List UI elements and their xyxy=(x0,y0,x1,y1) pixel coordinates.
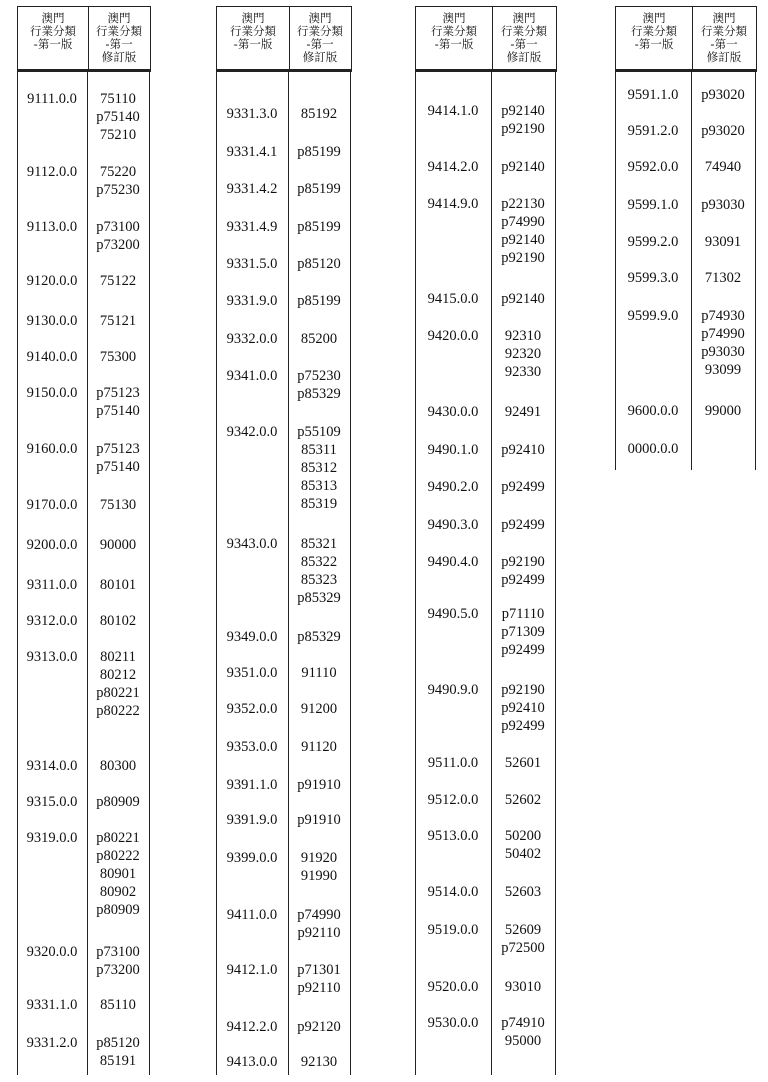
column-rule xyxy=(755,72,756,470)
macau-rev1-codes xyxy=(288,700,350,718)
revised-code: 50402 xyxy=(504,846,542,862)
macau-v1-code: 9414.9.0 xyxy=(427,196,479,212)
macau-v1-code: 9599.1.0 xyxy=(627,197,679,213)
macau-rev1-codes xyxy=(288,961,350,997)
macau-v1-code: 9513.0.0 xyxy=(427,828,479,844)
revised-code: p85120 xyxy=(96,1035,140,1051)
macau-v1-code: 9343.0.0 xyxy=(226,536,278,552)
macau-rev1-codes xyxy=(491,1014,555,1050)
macau-rev1-codes xyxy=(491,791,555,809)
macau-rev1-codes xyxy=(87,829,149,919)
revised-code: 85312 xyxy=(300,460,338,476)
revised-code: 93099 xyxy=(704,362,742,378)
revised-code: p85199 xyxy=(297,181,341,197)
revised-code: 75300 xyxy=(99,349,137,365)
revised-code: 75130 xyxy=(99,497,137,513)
macau-v1-code: 9353.0.0 xyxy=(226,739,278,755)
macau-v1-code: 9314.0.0 xyxy=(26,758,78,774)
revised-code: p80221 xyxy=(96,685,140,701)
macau-rev1-codes xyxy=(491,290,555,308)
revised-code: p55109 xyxy=(297,424,341,440)
revised-code: 85110 xyxy=(100,997,136,1013)
revised-code: p75123 xyxy=(96,385,140,401)
macau-v1-code: 9331.1.0 xyxy=(26,997,78,1013)
macau-rev1-codes xyxy=(691,402,755,420)
macau-v1-code: 9430.0.0 xyxy=(427,404,479,420)
macau-v1-code: 9420.0.0 xyxy=(427,328,479,344)
macau-rev1-codes xyxy=(288,776,350,794)
revised-code: p92190 xyxy=(501,682,545,698)
macau-v1-code: 9490.4.0 xyxy=(427,554,479,570)
macau-v1-code: 9120.0.0 xyxy=(26,273,78,289)
revised-code: p85329 xyxy=(297,386,341,402)
header-macau-classification-v1: 澳門 行業分類 -第一版 xyxy=(431,11,477,51)
macau-v1-code: 9411.0.0 xyxy=(226,907,278,923)
macau-rev1-codes xyxy=(491,102,555,138)
macau-rev1-codes xyxy=(288,906,350,942)
revised-code: 85322 xyxy=(300,554,338,570)
macau-v1-code: 9331.4.1 xyxy=(226,144,278,160)
macau-rev1-codes xyxy=(87,648,149,720)
macau-rev1-codes xyxy=(491,327,555,381)
macau-v1-code: 9331.5.0 xyxy=(226,256,278,272)
macau-v1-code: 9352.0.0 xyxy=(226,701,278,717)
macau-rev1-codes xyxy=(691,233,755,251)
revised-code: p73200 xyxy=(96,237,140,253)
revised-code: p85199 xyxy=(297,219,341,235)
revised-code: p91910 xyxy=(297,812,341,828)
macau-v1-code: 9599.9.0 xyxy=(627,308,679,324)
revised-code: p85199 xyxy=(297,144,341,160)
header-macau-classification-v1-rev1: 澳門 行業分類 -第一 修訂版 xyxy=(701,11,747,64)
macau-rev1-codes xyxy=(288,255,350,273)
macau-v1-code: 9349.0.0 xyxy=(226,629,278,645)
macau-v1-code: 9111.0.0 xyxy=(27,91,77,107)
revised-code: 93091 xyxy=(704,234,742,250)
macau-rev1-codes xyxy=(288,664,350,682)
macau-v1-code: 9599.3.0 xyxy=(627,270,679,286)
revised-code: p71309 xyxy=(501,624,545,640)
revised-code: p73200 xyxy=(96,962,140,978)
macau-v1-code: 9331.4.9 xyxy=(226,219,278,235)
macau-rev1-codes xyxy=(691,196,755,214)
revised-code: p73100 xyxy=(96,219,140,235)
revised-code: p91910 xyxy=(297,777,341,793)
revised-code: 92491 xyxy=(504,404,542,420)
revised-code: p92410 xyxy=(501,700,545,716)
revised-code: p74990 xyxy=(501,214,545,230)
macau-v1-code: 9413.0.0 xyxy=(226,1054,278,1070)
macau-rev1-codes xyxy=(87,576,149,594)
revised-code: p80222 xyxy=(96,703,140,719)
revised-code: p92499 xyxy=(501,642,545,658)
revised-code: p92190 xyxy=(501,250,545,266)
revised-code: 80101 xyxy=(99,577,137,593)
macau-rev1-codes xyxy=(87,163,149,199)
macau-v1-code: 9331.9.0 xyxy=(226,293,278,309)
macau-v1-code: 9140.0.0 xyxy=(26,349,78,365)
macau-rev1-codes xyxy=(491,195,555,267)
revised-code: 91110 xyxy=(301,665,337,681)
revised-code: 91120 xyxy=(301,739,337,755)
macau-rev1-codes xyxy=(288,218,350,236)
revised-code: p92499 xyxy=(501,517,545,533)
macau-v1-code: 9200.0.0 xyxy=(26,537,78,553)
revised-code: 91920 xyxy=(300,850,338,866)
macau-v1-code: 9490.9.0 xyxy=(427,682,479,698)
revised-code: 85321 xyxy=(300,536,338,552)
revised-code: p75230 xyxy=(96,182,140,198)
macau-rev1-codes xyxy=(288,105,350,123)
macau-v1-code: 9412.2.0 xyxy=(226,1019,278,1035)
revised-code: 52602 xyxy=(504,792,542,808)
revised-code: 85192 xyxy=(300,106,338,122)
macau-v1-code: 9490.5.0 xyxy=(427,606,479,622)
macau-v1-code: 9490.3.0 xyxy=(427,517,479,533)
macau-v1-code: 9313.0.0 xyxy=(26,649,78,665)
macau-rev1-codes xyxy=(491,754,555,772)
revised-code: p74930 xyxy=(701,308,745,324)
macau-v1-code: 9130.0.0 xyxy=(26,313,78,329)
revised-code: p80909 xyxy=(96,794,140,810)
header-macau-classification-v1-rev1: 澳門 行業分類 -第一 修訂版 xyxy=(501,11,547,64)
revised-code: p72500 xyxy=(501,940,545,956)
macau-rev1-codes xyxy=(491,827,555,863)
macau-rev1-codes xyxy=(288,143,350,161)
revised-code: p85329 xyxy=(297,590,341,606)
revised-code: 80901 xyxy=(99,866,137,882)
macau-v1-code: 9490.1.0 xyxy=(427,442,479,458)
revised-code: p75140 xyxy=(96,459,140,475)
revised-code: 80212 xyxy=(99,667,137,683)
revised-code: p92499 xyxy=(501,572,545,588)
revised-code: p80909 xyxy=(96,902,140,918)
macau-v1-code: 0000.0.0 xyxy=(627,441,679,457)
macau-rev1-codes xyxy=(288,738,350,756)
table-header xyxy=(615,6,757,72)
header-macau-classification-v1: 澳門 行業分類 -第一版 xyxy=(631,11,677,51)
macau-rev1-codes xyxy=(87,348,149,366)
revised-code: p93020 xyxy=(701,87,745,103)
revised-code: p93020 xyxy=(701,123,745,139)
macau-rev1-codes xyxy=(491,478,555,496)
revised-code: 91990 xyxy=(300,868,338,884)
revised-code: p92190 xyxy=(501,554,545,570)
macau-rev1-codes xyxy=(87,612,149,630)
revised-code: 52609 xyxy=(504,922,542,938)
revised-code: 75110 xyxy=(100,91,136,107)
macau-v1-code: 9530.0.0 xyxy=(427,1015,479,1031)
macau-v1-code: 9512.0.0 xyxy=(427,792,479,808)
macau-rev1-codes xyxy=(491,978,555,996)
macau-rev1-codes xyxy=(691,158,755,176)
revised-code: 85200 xyxy=(300,331,338,347)
macau-v1-code: 9520.0.0 xyxy=(427,979,479,995)
macau-v1-code: 9414.2.0 xyxy=(427,159,479,175)
macau-v1-code: 9514.0.0 xyxy=(427,884,479,900)
revised-code: 80300 xyxy=(99,758,137,774)
header-macau-classification-v1: 澳門 行業分類 -第一版 xyxy=(230,11,276,51)
macau-rev1-codes xyxy=(87,1034,149,1070)
macau-v1-code: 9591.1.0 xyxy=(627,87,679,103)
revised-code: 92130 xyxy=(300,1054,338,1070)
macau-rev1-codes xyxy=(288,1018,350,1036)
revised-code: 80902 xyxy=(99,884,137,900)
macau-v1-code: 9592.0.0 xyxy=(627,159,679,175)
macau-v1-code: 9319.0.0 xyxy=(26,830,78,846)
macau-v1-code: 9399.0.0 xyxy=(226,850,278,866)
macau-v1-code: 9341.0.0 xyxy=(226,368,278,384)
revised-code: 85313 xyxy=(300,478,338,494)
revised-code: p92140 xyxy=(501,103,545,119)
macau-rev1-codes xyxy=(491,883,555,901)
macau-v1-code: 9315.0.0 xyxy=(26,794,78,810)
macau-rev1-codes xyxy=(87,440,149,476)
macau-v1-code: 9511.0.0 xyxy=(427,755,479,771)
macau-rev1-codes xyxy=(288,849,350,885)
macau-rev1-codes xyxy=(87,943,149,979)
revised-code: p75140 xyxy=(96,403,140,419)
table-header xyxy=(415,6,557,72)
macau-v1-code: 9414.1.0 xyxy=(427,103,479,119)
table-header xyxy=(17,6,151,72)
macau-rev1-codes xyxy=(288,628,350,646)
revised-code: p74990 xyxy=(701,326,745,342)
revised-code: 92310 xyxy=(504,328,542,344)
revised-code: p75140 xyxy=(96,109,140,125)
macau-v1-code: 9170.0.0 xyxy=(26,497,78,513)
macau-v1-code: 9599.2.0 xyxy=(627,234,679,250)
macau-rev1-codes xyxy=(491,605,555,659)
revised-code: 80102 xyxy=(99,613,137,629)
revised-code: p92140 xyxy=(501,291,545,307)
revised-code: p73100 xyxy=(96,944,140,960)
macau-rev1-codes xyxy=(288,292,350,310)
macau-rev1-codes xyxy=(87,312,149,330)
macau-v1-code: 9160.0.0 xyxy=(26,441,78,457)
macau-v1-code: 9412.1.0 xyxy=(226,962,278,978)
revised-code: 85311 xyxy=(301,442,337,458)
revised-code: p80221 xyxy=(96,830,140,846)
macau-rev1-codes xyxy=(87,496,149,514)
revised-code: p85199 xyxy=(297,293,341,309)
macau-v1-code: 9112.0.0 xyxy=(26,164,78,180)
revised-code: 92330 xyxy=(504,364,542,380)
header-macau-classification-v1-rev1: 澳門 行業分類 -第一 修訂版 xyxy=(297,11,343,64)
revised-code: 85319 xyxy=(300,496,338,512)
revised-code: p93030 xyxy=(701,197,745,213)
revised-code: p71301 xyxy=(297,962,341,978)
macau-rev1-codes xyxy=(691,307,755,379)
macau-rev1-codes xyxy=(87,384,149,420)
macau-v1-code: 9600.0.0 xyxy=(627,403,679,419)
revised-code: p92110 xyxy=(297,980,341,996)
macau-v1-code: 9311.0.0 xyxy=(26,577,78,593)
table-header xyxy=(216,6,352,72)
macau-rev1-codes xyxy=(288,1053,350,1071)
macau-v1-code: 9342.0.0 xyxy=(226,424,278,440)
macau-rev1-codes xyxy=(288,367,350,403)
revised-code: p92190 xyxy=(501,121,545,137)
revised-code: p74990 xyxy=(297,907,341,923)
macau-rev1-codes xyxy=(491,441,555,459)
revised-code: p74910 xyxy=(501,1015,545,1031)
macau-v1-code: 9312.0.0 xyxy=(26,613,78,629)
revised-code: 93010 xyxy=(504,979,542,995)
macau-v1-code: 9391.1.0 xyxy=(226,777,278,793)
macau-v1-code: 9331.3.0 xyxy=(226,106,278,122)
revised-code: 99000 xyxy=(704,403,742,419)
macau-v1-code: 9150.0.0 xyxy=(26,385,78,401)
revised-code: p71110 xyxy=(501,606,545,622)
macau-rev1-codes xyxy=(288,423,350,513)
macau-v1-code: 9331.2.0 xyxy=(26,1035,78,1051)
revised-code: p92499 xyxy=(501,718,545,734)
macau-rev1-codes xyxy=(87,996,149,1014)
revised-code: p85329 xyxy=(297,629,341,645)
revised-code: p92140 xyxy=(501,232,545,248)
revised-code: 74940 xyxy=(704,159,742,175)
macau-v1-code: 9331.4.2 xyxy=(226,181,278,197)
revised-code: 75121 xyxy=(99,313,137,329)
macau-rev1-codes xyxy=(491,921,555,957)
macau-v1-code: 9351.0.0 xyxy=(226,665,278,681)
macau-rev1-codes xyxy=(288,330,350,348)
macau-rev1-codes xyxy=(491,158,555,176)
macau-v1-code: 9415.0.0 xyxy=(427,291,479,307)
revised-code: 95000 xyxy=(504,1033,542,1049)
macau-v1-code: 9332.0.0 xyxy=(226,331,278,347)
revised-code: p92120 xyxy=(297,1019,341,1035)
macau-v1-code: 9591.2.0 xyxy=(627,123,679,139)
column-rule xyxy=(350,72,351,1075)
macau-rev1-codes xyxy=(87,536,149,554)
revised-code: 52603 xyxy=(504,884,542,900)
macau-rev1-codes xyxy=(87,272,149,290)
macau-rev1-codes xyxy=(691,269,755,287)
revised-code: 80211 xyxy=(100,649,136,665)
macau-v1-code: 9320.0.0 xyxy=(26,944,78,960)
revised-code: 75210 xyxy=(99,127,137,143)
header-macau-classification-v1-rev1: 澳門 行業分類 -第一 修訂版 xyxy=(96,11,142,64)
macau-rev1-codes xyxy=(87,218,149,254)
macau-v1-code: 9113.0.0 xyxy=(26,219,78,235)
revised-code: 52601 xyxy=(504,755,542,771)
revised-code: p92410 xyxy=(501,442,545,458)
revised-code: p80222 xyxy=(96,848,140,864)
revised-code: p93030 xyxy=(701,344,745,360)
macau-rev1-codes xyxy=(87,757,149,775)
revised-code: 90000 xyxy=(99,537,137,553)
revised-code: p85120 xyxy=(297,256,341,272)
revised-code: p22130 xyxy=(501,196,545,212)
revised-code: 50200 xyxy=(504,828,542,844)
macau-rev1-codes xyxy=(491,553,555,589)
revised-code: 85191 xyxy=(99,1053,137,1069)
revised-code: p75230 xyxy=(297,368,341,384)
macau-rev1-codes xyxy=(491,516,555,534)
macau-rev1-codes xyxy=(87,793,149,811)
macau-rev1-codes xyxy=(288,535,350,607)
macau-rev1-codes xyxy=(288,811,350,829)
revised-code: p75123 xyxy=(96,441,140,457)
macau-v1-code: 9490.2.0 xyxy=(427,479,479,495)
macau-rev1-codes xyxy=(691,122,755,140)
revised-code: 75122 xyxy=(99,273,137,289)
column-rule xyxy=(149,72,150,1075)
revised-code: 91200 xyxy=(300,701,338,717)
revised-code: p92110 xyxy=(297,925,341,941)
revised-code: p92140 xyxy=(501,159,545,175)
header-macau-classification-v1: 澳門 行業分類 -第一版 xyxy=(30,11,76,51)
revised-code: p92499 xyxy=(501,479,545,495)
macau-rev1-codes xyxy=(87,90,149,144)
macau-rev1-codes xyxy=(691,86,755,104)
revised-code: 75220 xyxy=(99,164,137,180)
macau-rev1-codes xyxy=(491,403,555,421)
macau-v1-code: 9391.9.0 xyxy=(226,812,278,828)
revised-code: 92320 xyxy=(504,346,542,362)
revised-code: 85323 xyxy=(300,572,338,588)
macau-v1-code: 9519.0.0 xyxy=(427,922,479,938)
revised-code: 71302 xyxy=(704,270,742,286)
macau-rev1-codes xyxy=(491,681,555,735)
macau-rev1-codes xyxy=(288,180,350,198)
column-rule xyxy=(555,72,556,1075)
